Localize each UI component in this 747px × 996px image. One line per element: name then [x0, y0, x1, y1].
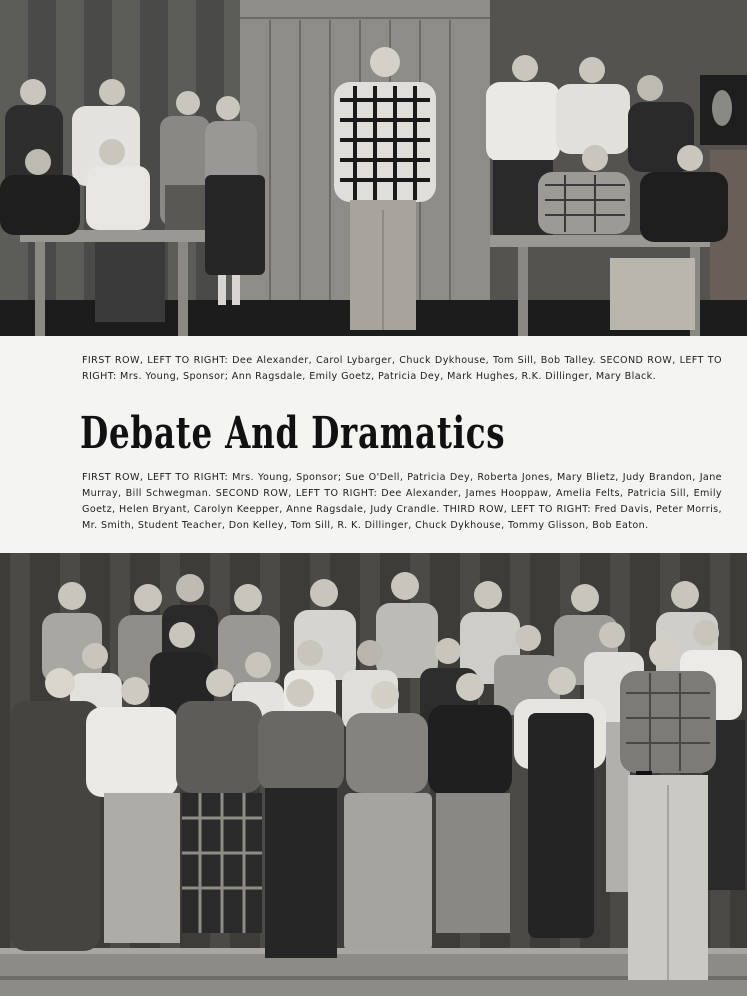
- bottom-photograph: [0, 553, 747, 996]
- page-title: Debate And Dramatics: [80, 408, 506, 459]
- group-portrait-illustration: [0, 553, 747, 996]
- top-photo-caption: FIRST ROW, LEFT TO RIGHT: Dee Alexander, Carol Lybarger, Chuck Dykhouse, Tom Sill, Bob Talley. SECOND ROW, LEFT TO RIGHT: Mrs. Young, Sponsor; Ann Ragsdale, Emily Goetz, Patricia Dey, Mark Hughes, R.K. Dillinger, Mary Black.: [82, 355, 722, 382]
- bottom-photo-caption: FIRST ROW, LEFT TO RIGHT: Mrs. Young, Sponsor; Sue O'Dell, Patricia Dey, Roberta Jones, Mary Blietz, Judy Brandon, Jane Murray, Bill Schwegman. SECOND ROW, LEFT TO RIGHT: Dee Alexander, James Hooppaw, Amelia Felts, Patricia Sill, Emily Goetz, Helen Bryant, Carolyn Keepper, Anne Ragsdale, Judy Crandle. THIRD ROW, LEFT TO RIGHT: Fred Davis, Peter Morris, Mr. Smith, Student Teacher, Don Kelley, Tom Sill, R. K. Dillinger, Chuck Dykhouse, Tommy Glisson, Bob Eaton.: [82, 472, 722, 531]
- stage-scene-illustration: [0, 0, 747, 336]
- top-photograph: [0, 0, 747, 336]
